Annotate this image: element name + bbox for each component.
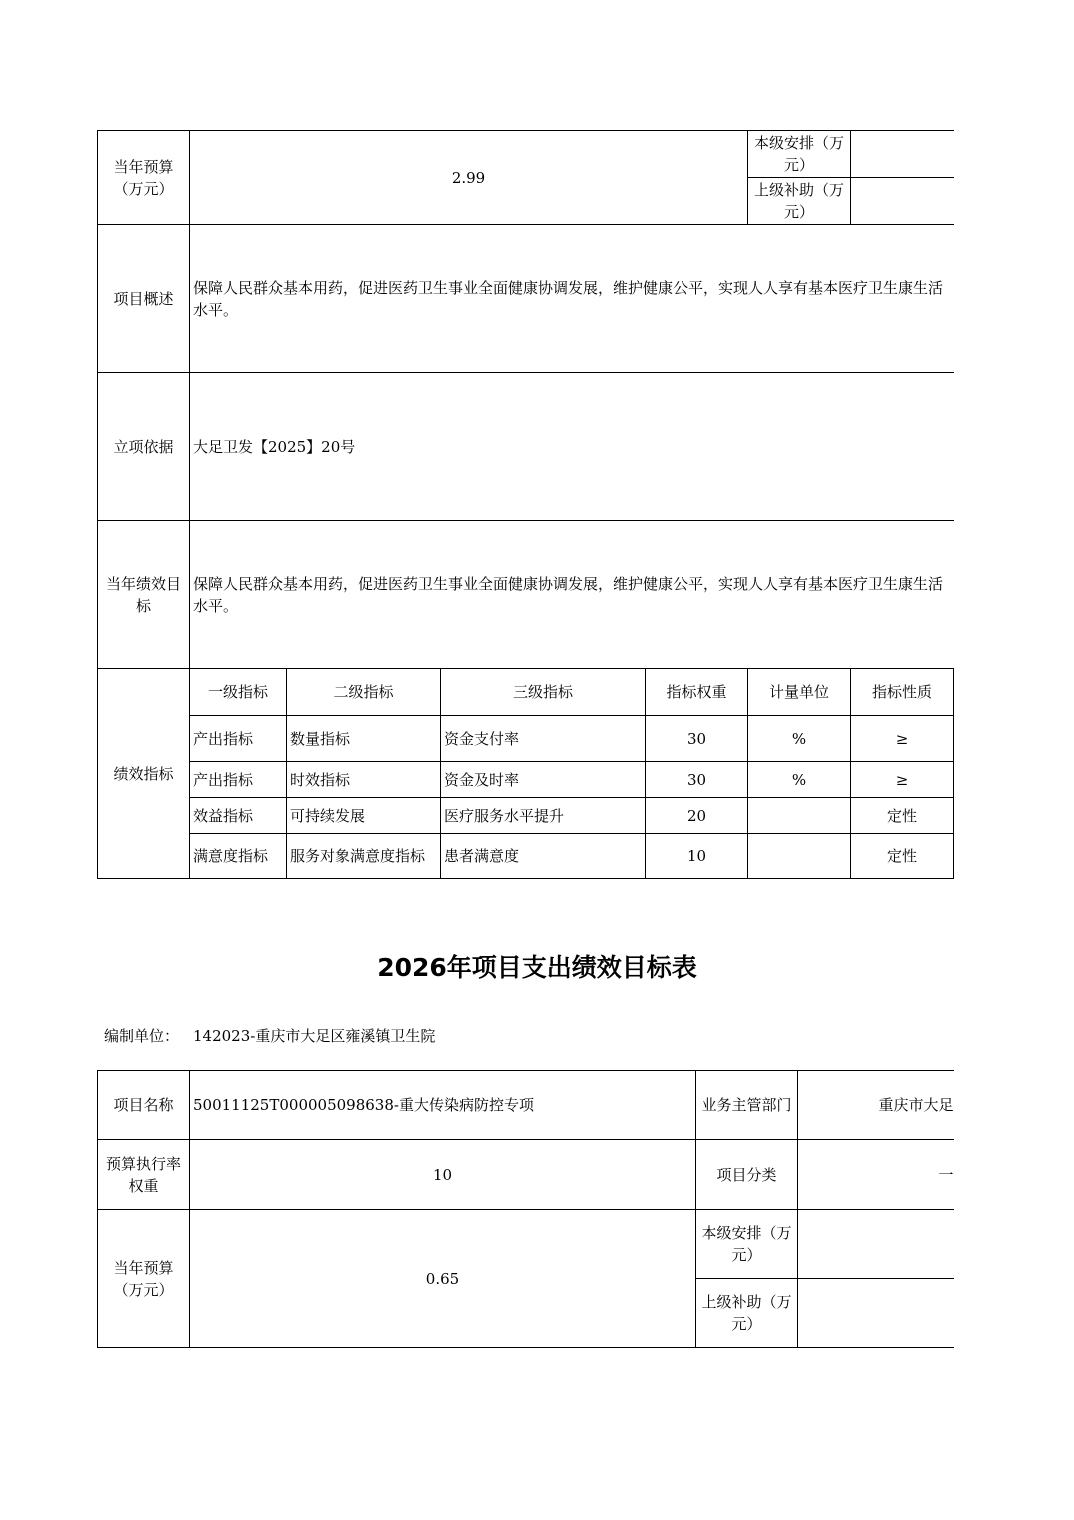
category-label: 项目分类 — [696, 1140, 798, 1210]
cell-level2: 可持续发展 — [287, 798, 441, 834]
superior-subsidy-value — [851, 178, 954, 225]
table-row — [98, 834, 954, 879]
cell-level2: 数量指标 — [287, 716, 441, 762]
budget-value: 2.99 — [190, 131, 748, 225]
goal-label: 当年绩效目标 — [98, 521, 190, 669]
cell-level1: 产出指标 — [190, 716, 287, 762]
superior-subsidy-value — [798, 1279, 954, 1348]
basis-text: 大足卫发【2025】20号 — [190, 373, 954, 521]
budget-label: 当年预算（万元） — [98, 1210, 190, 1348]
local-arrangement-value — [798, 1210, 954, 1279]
local-arrangement-label: 本级安排（万元） — [748, 131, 851, 178]
page-title: 2026年项目支出绩效目标表 — [377, 953, 697, 982]
table-row — [98, 716, 954, 762]
cell-nature: ≥ — [851, 716, 954, 762]
budget-value: 0.65 — [190, 1210, 696, 1348]
superior-subsidy-label: 上级补助（万元） — [748, 178, 851, 225]
header-level1: 一级指标 — [190, 669, 287, 716]
project2-table — [97, 1070, 954, 1348]
cell-weight: 30 — [646, 762, 748, 798]
overview-text: 保障人民群众基本用药，促进医药卫生事业全面健康协调发展，维护健康公平，实现人人享有基本医疗卫生康生活水平。 — [190, 225, 954, 373]
budget-label: 当年预算（万元） — [98, 131, 190, 225]
cell-level2: 服务对象满意度指标 — [287, 834, 441, 879]
compiling-unit-label: 编制单位： — [104, 1027, 180, 1045]
cell-weight: 10 — [646, 834, 748, 879]
cell-level3: 患者满意度 — [441, 834, 646, 879]
header-unit: 计量单位 — [748, 669, 851, 716]
cell-level1: 效益指标 — [190, 798, 287, 834]
execution-rate-label: 预算执行率权重 — [98, 1140, 190, 1210]
cell-level3: 资金支付率 — [441, 716, 646, 762]
header-nature: 指标性质 — [851, 669, 954, 716]
cell-nature: ≥ — [851, 762, 954, 798]
department-value: 重庆市大足 — [798, 1071, 954, 1140]
cell-level1: 产出指标 — [190, 762, 287, 798]
goal-text: 保障人民群众基本用药，促进医药卫生事业全面健康协调发展，维护健康公平，实现人人享有基本医疗卫生康生活水平。 — [190, 521, 954, 669]
local-arrangement-label: 本级安排（万元） — [696, 1210, 798, 1279]
cell-level3: 医疗服务水平提升 — [441, 798, 646, 834]
cell-unit: % — [748, 716, 851, 762]
cell-nature: 定性 — [851, 798, 954, 834]
project-name-label: 项目名称 — [98, 1071, 190, 1140]
compiling-unit-value: 142023-重庆市大足区雍溪镇卫生院 — [193, 1027, 436, 1045]
table-row — [98, 798, 954, 834]
cell-unit: % — [748, 762, 851, 798]
superior-subsidy-label: 上级补助（万元） — [696, 1279, 798, 1348]
cell-unit — [748, 834, 851, 879]
category-value: 一 — [798, 1140, 954, 1210]
project-name-value: 50011125T000005098638-重大传染病防控专项 — [190, 1071, 696, 1140]
cell-unit — [748, 798, 851, 834]
overview-label: 项目概述 — [98, 225, 190, 373]
cell-weight: 30 — [646, 716, 748, 762]
local-arrangement-value — [851, 131, 954, 178]
header-level3: 三级指标 — [441, 669, 646, 716]
cell-level2: 时效指标 — [287, 762, 441, 798]
header-weight: 指标权重 — [646, 669, 748, 716]
indicators-label: 绩效指标 — [98, 669, 190, 879]
execution-rate-value: 10 — [190, 1140, 696, 1210]
cell-weight: 20 — [646, 798, 748, 834]
basis-label: 立项依据 — [98, 373, 190, 521]
cell-nature: 定性 — [851, 834, 954, 879]
table-row — [98, 762, 954, 798]
cell-level3: 资金及时率 — [441, 762, 646, 798]
compiling-unit — [104, 1025, 435, 1047]
header-level2: 二级指标 — [287, 669, 441, 716]
project1-table — [97, 130, 954, 879]
cell-level1: 满意度指标 — [190, 834, 287, 879]
department-label: 业务主管部门 — [696, 1071, 798, 1140]
